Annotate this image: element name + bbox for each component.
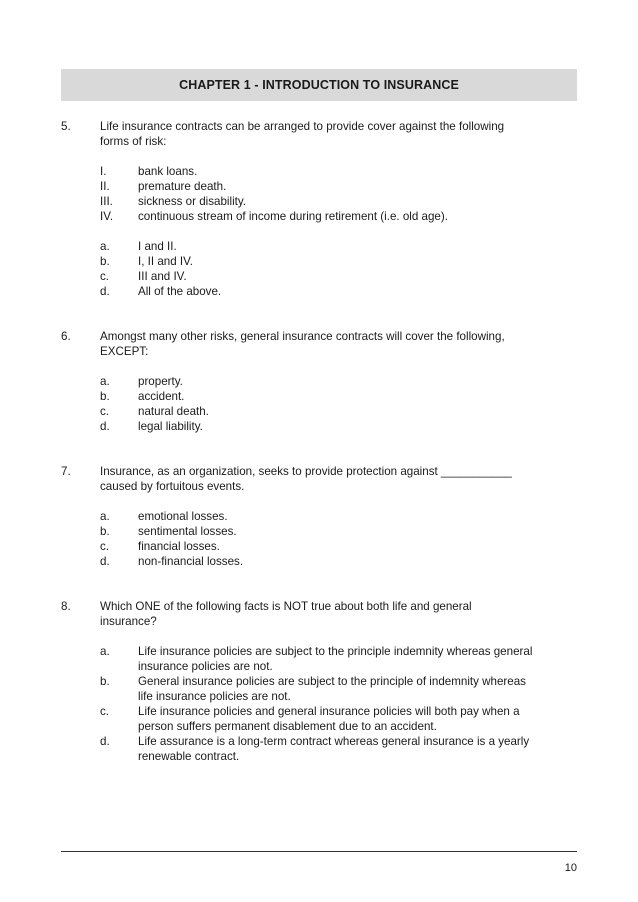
option-item: c. natural death.: [100, 405, 209, 418]
option-list: [100, 239, 577, 299]
option-item: d. Life assurance is a long-term contract whereas general insurance is a yearly renewable contract.: [100, 735, 530, 763]
chapter-header: [61, 69, 577, 101]
question-number: 8.: [61, 600, 71, 613]
option-item: c. III and IV.: [100, 270, 187, 283]
question-6: [61, 329, 577, 434]
question-number: 5.: [61, 120, 71, 133]
option-item: d. non-financial losses.: [100, 555, 244, 568]
option-item: b. I, II and IV.: [100, 255, 194, 268]
page-number: 10: [564, 862, 577, 874]
question-text: Which ONE of the following facts is NOT true about both life and general insurance?: [100, 600, 472, 628]
question-number: 7.: [61, 465, 71, 478]
statement-item: III. sickness or disability.: [100, 195, 247, 208]
question-5: [61, 119, 577, 299]
question-text: Insurance, as an organization, seeks to provide protection against ___________ caused by fortuitous events.: [100, 465, 512, 493]
option-list: [100, 509, 577, 569]
option-item: a. Life insurance policies are subject to the principle indemnity whereas general insurance policies are not.: [100, 645, 533, 673]
question-text: Life insurance contracts can be arranged to provide cover against the following forms of risk:: [100, 120, 505, 148]
option-item: a. property.: [100, 375, 183, 388]
statement-item: II. premature death.: [100, 180, 227, 193]
option-item: b. General insurance policies are subject to the principle of indemnity whereas life insurance policies are not.: [100, 675, 526, 703]
question-7: [61, 464, 577, 569]
footer-divider: [61, 851, 577, 852]
option-item: a. I and II.: [100, 240, 177, 253]
statement-item: IV. continuous stream of income during retirement (i.e. old age).: [100, 210, 448, 223]
option-list: [100, 374, 577, 434]
option-item: d. legal liability.: [100, 420, 203, 433]
option-item: b. accident.: [100, 390, 185, 403]
option-item: c. Life insurance policies and general insurance policies will both pay when a person suffers permanent disablement due to an accident.: [100, 705, 520, 733]
question-8: [61, 599, 577, 764]
question-text: Amongst many other risks, general insurance contracts will cover the following, EXCEPT:: [100, 330, 505, 358]
option-item: b. sentimental losses.: [100, 525, 237, 538]
option-item: a. emotional losses.: [100, 510, 228, 523]
option-item: d. All of the above.: [100, 285, 222, 298]
option-item: c. financial losses.: [100, 540, 220, 553]
option-list: [100, 644, 540, 764]
statement-item: I. bank loans.: [100, 165, 198, 178]
question-number: 6.: [61, 330, 71, 343]
chapter-title: CHAPTER 1 - INTRODUCTION TO INSURANCE: [179, 78, 459, 92]
statement-list: [100, 164, 577, 224]
